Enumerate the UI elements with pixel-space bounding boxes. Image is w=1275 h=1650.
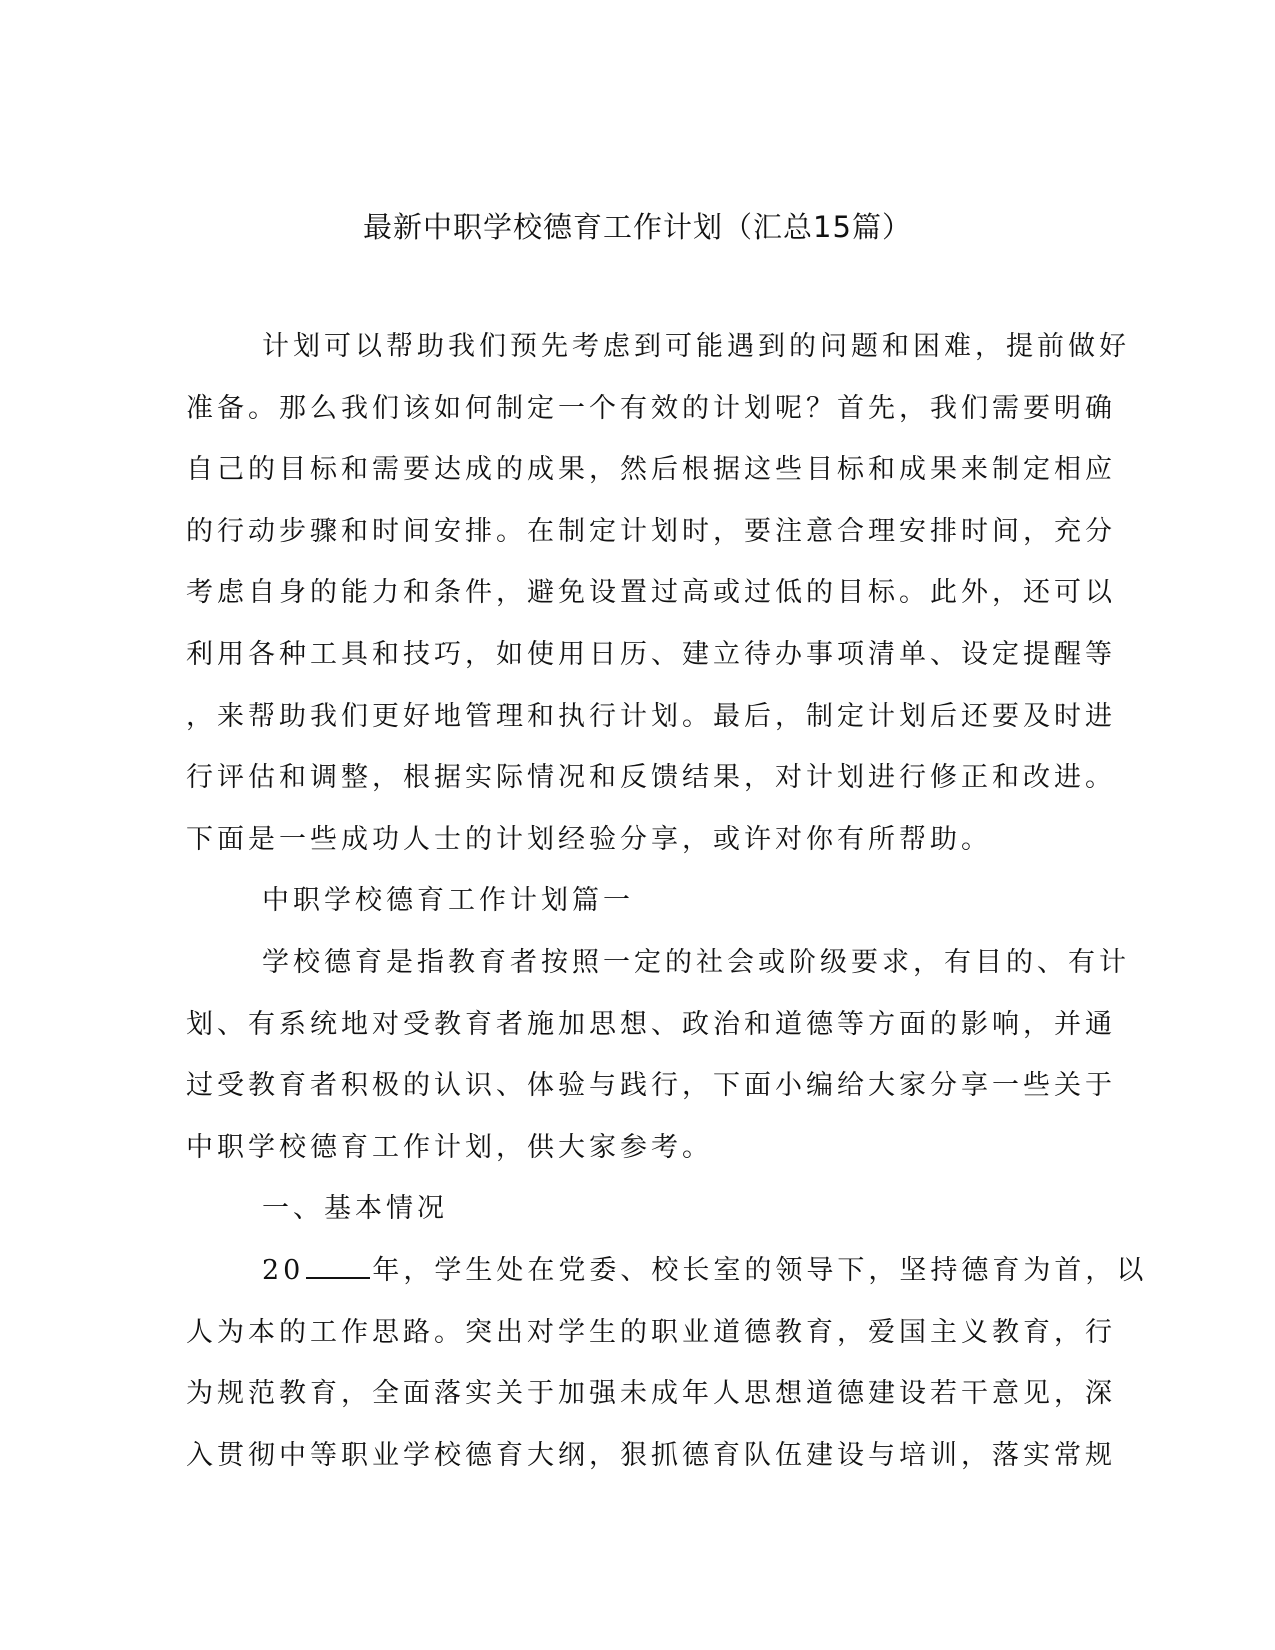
- paragraph-line-first: [186, 1251, 1148, 1313]
- year-blank: [306, 1253, 370, 1279]
- intro-line: 自己的目标和需要达成的成果，然后根据这些目标和成果来制定相应: [186, 454, 1116, 486]
- paragraph-line: 划、有系统地对受教育者施加思想、政治和道德等方面的影响，并通: [186, 1008, 1116, 1040]
- paragraph-line: 中职学校德育工作计划，供大家参考。: [186, 1131, 713, 1163]
- paragraph-line: 过受教育者积极的认识、体验与践行，下面小编给大家分享一些关于: [186, 1070, 1116, 1102]
- subheading: 一、基本情况: [262, 1193, 448, 1225]
- document-body: [186, 327, 1148, 1497]
- intro-line: 行评估和调整，根据实际情况和反馈结果，对计划进行修正和改进。: [186, 762, 1116, 794]
- intro-line: 计划可以帮助我们预先考虑到可能遇到的问题和困难，提前做好: [262, 331, 1130, 362]
- intro-line: 下面是一些成功人士的计划经验分享，或许对你有所帮助。: [186, 823, 992, 855]
- intro-line: ，来帮助我们更好地管理和执行计划。最后，制定计划后还要及时进: [186, 700, 1116, 732]
- intro-line: 的行动步骤和时间安排。在制定计划时，要注意合理安排时间，充分: [186, 515, 1116, 547]
- paragraph-line-rest: 年，学生处在党委、校长室的领导下，坚持德育为首，以: [372, 1254, 1148, 1286]
- intro-line: 利用各种工具和技巧，如使用日历、建立待办事项清单、设定提醒等: [186, 638, 1116, 670]
- paragraph-line: 人为本的工作思路。突出对学生的职业道德教育，爱国主义教育，行: [186, 1316, 1116, 1348]
- document-title: 最新中职学校德育工作计划（汇总15篇）: [363, 210, 912, 244]
- paragraph-line: 为规范教育，全面落实关于加强未成年人思想道德建设若干意见，深: [186, 1378, 1116, 1410]
- section-heading: 中职学校德育工作计划篇一: [262, 885, 634, 917]
- paragraph-line: 学校德育是指教育者按照一定的社会或阶级要求，有目的、有计: [262, 946, 1130, 978]
- intro-line: 考虑自身的能力和条件，避免设置过高或过低的目标。此外，还可以: [186, 577, 1116, 609]
- year-prefix: 20: [262, 1254, 305, 1286]
- paragraph-line: 入贯彻中等职业学校德育大纲，狠抓德育队伍建设与培训，落实常规: [186, 1439, 1116, 1471]
- intro-line: 准备。那么我们该如何制定一个有效的计划呢？首先，我们需要明确: [186, 392, 1116, 424]
